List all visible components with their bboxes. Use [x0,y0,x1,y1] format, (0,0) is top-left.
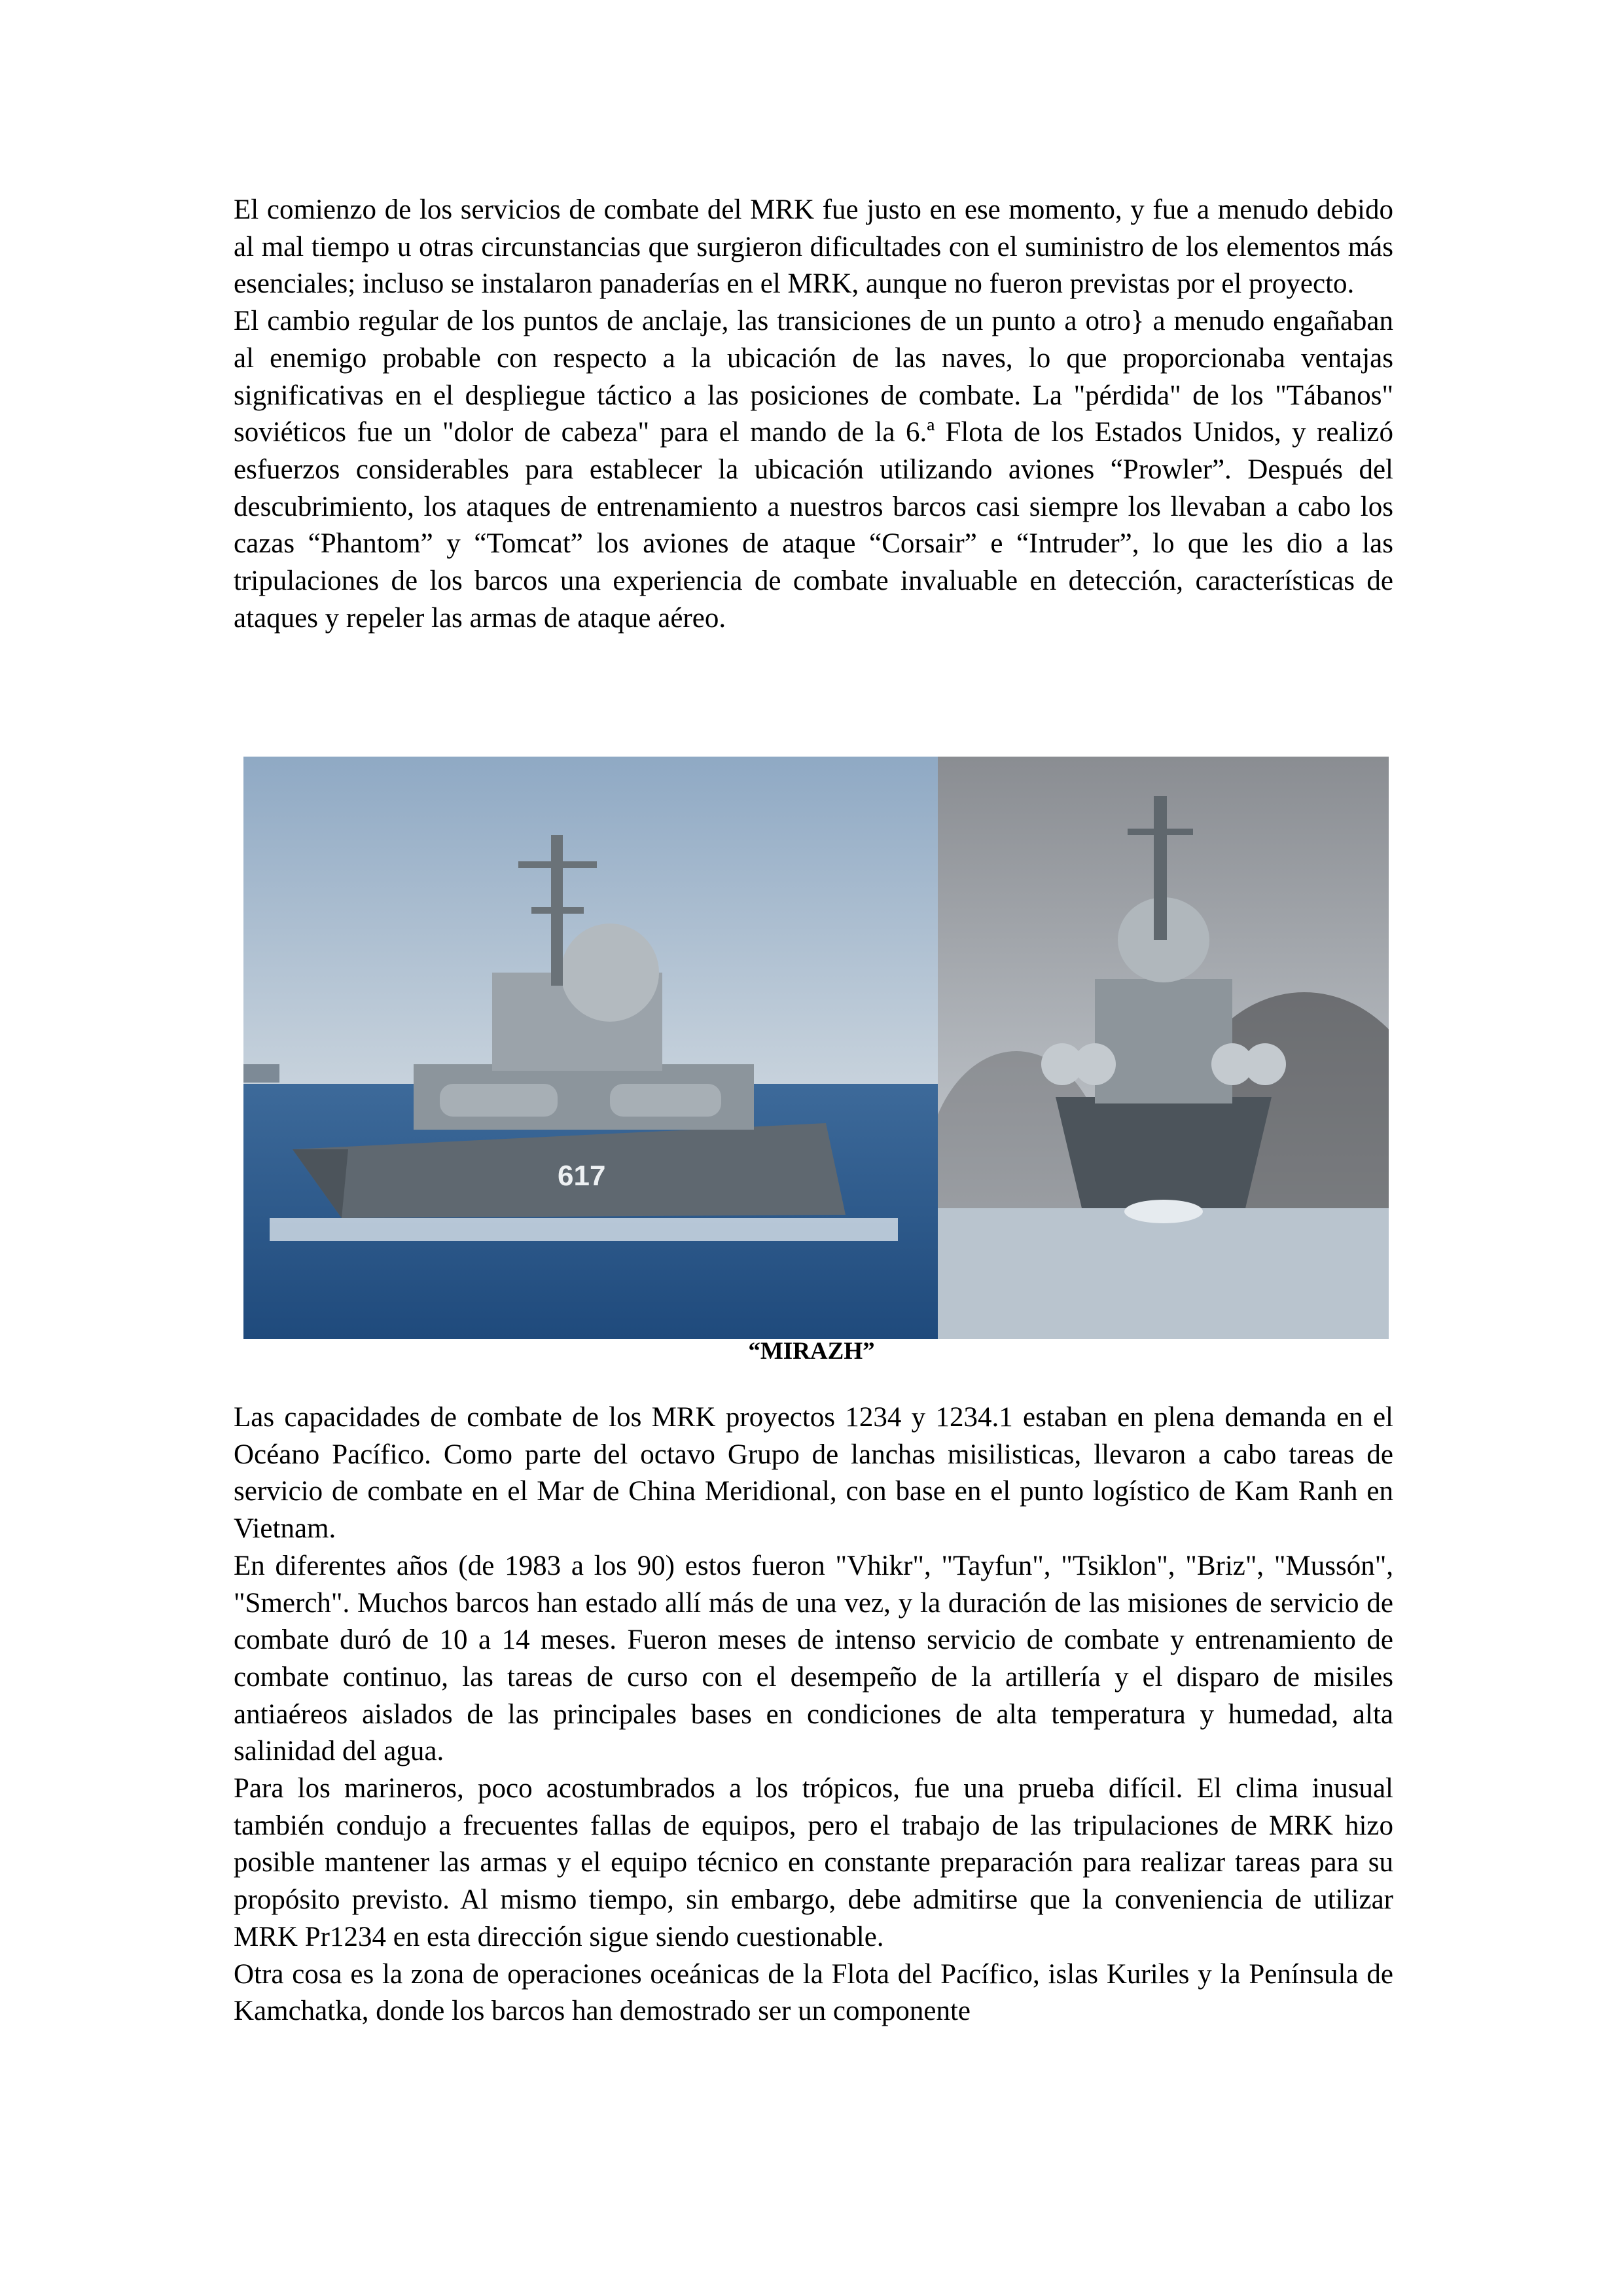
paragraph: El cambio regular de los puntos de anclaje, las transiciones de un punto a otro} a menudo engañaban al enemigo probable con respecto a la ubicación de las naves, lo que proporcionaba ventajas significativas en el despliegue táctico a las posiciones de combate. La "pérdida" de los "Tábanos" soviéticos fue un "dolor de cabeza" para el mando de la 6.ª Flota de los Estados Unidos, y realizó esfuerzos considerables para establecer la ubicación utilizando aviones “Prowler”. Después del descubrimiento, los ataques de entrenamiento a nuestros barcos casi siempre los llevaban a cabo los cazas “Phantom” y “Tomcat” los aviones de ataque “Corsair” e “Intruder”, lo que les dio a las tripulaciones de los barcos una experiencia de combate invaluable en detección, características de ataques y repeler las armas de ataque aéreo. [234,306,1393,634]
text-block-top [234,192,1393,637]
paragraph: Otra cosa es la zona de operaciones oceánicas de la Flota del Pacífico, islas Kuriles y la Península de Kamchatka, donde los barcos han demostrado ser un componente [234,1958,1393,2027]
figure-caption: “MIRAZH” [748,1338,875,1365]
paragraph: El comienzo de los servicios de combate del MRK fue justo en ese momento, y fue a menudo debido al mal tiempo u otras circunstancias que surgieron dificultades con el suministro de los elementos más esenciales; incluso se instalaron panaderías en el MRK, aunque no fueron previstas por el proyecto. [234,194,1393,300]
ship-bow-view-photo [938,757,1389,1339]
text-block-bottom [234,1399,1393,2030]
paragraph: Para los marineros, poco acostumbrados a los trópicos, fue una prueba difícil. El clima inusual también condujo a frecuentes fallas de equipos, pero el trabajo de las tripulaciones de MRK hizo posible mantener las armas y el equipo técnico en constante preparación para realizar tareas para su propósito previsto. Al mismo tiempo, sin embargo, debe admitirse que la conveniencia de utilizar MRK Pr1234 en esta dirección sigue siendo cuestionable. [234,1773,1393,1952]
paragraph: Las capacidades de combate de los MRK proyectos 1234 y 1234.1 estaban en plena demanda en el Océano Pacífico. Como parte del octavo Grupo de lanchas misilisticas, llevaron a cabo tareas de servicio de combate en el Mar de China Meridional, con base en el punto logístico de Kam Ranh en Vietnam. [234,1402,1393,1545]
ship-photo-figure [243,757,1395,1339]
paragraph: En diferentes años (de 1983 a los 90) estos fueron "Vhikr", "Tayfun", "Tsiklon", "Briz", "Mussón", "Smerch". Muchos barcos han estado allí más de una vez, y la duración de las misiones de servicio de combate duró de 10 a 14 meses. Fueron meses de intenso servicio de combate y entrenamiento de combate continuo, las tareas de curso con el desempeño de la artillería y el disparo de misiles antiaéreos aislados de las principales bases en condiciones de alta temperatura y humedad, alta salinidad del agua. [234,1550,1393,1767]
hull-number: 617 [558,1160,606,1192]
ship-side-view-photo [243,757,938,1339]
